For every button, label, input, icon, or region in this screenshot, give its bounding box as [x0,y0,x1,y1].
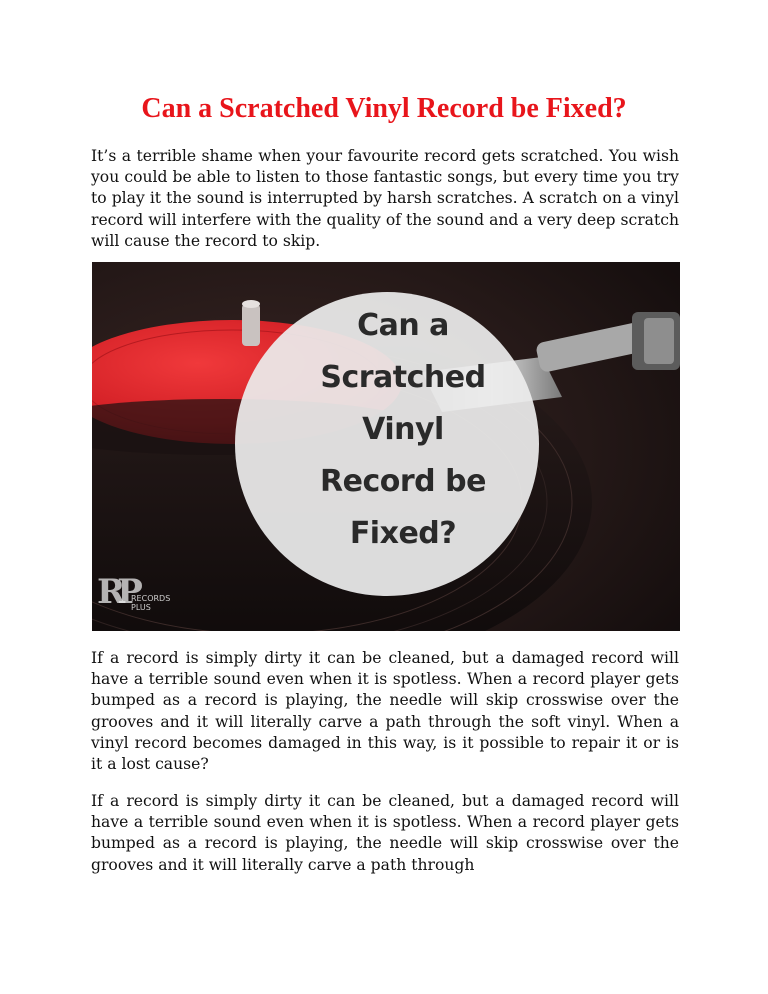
overlay-line: Record be [320,464,486,499]
logo-mark: RP [97,572,135,612]
logo-line: PLUS [131,603,151,612]
overlay-line: Fixed? [349,516,457,551]
hero-overlay-title [298,300,508,560]
overlay-line: Scratched [320,360,486,395]
paragraph-body: If a record is simply dirty it can be cleaned, but a damaged record will have a terrible sound even when it is spotless. When a record player gets bumped as a record is playing, the needle will skip crosswise over the grooves and it will literally carve a path through the soft vinyl. When a vinyl record becomes damaged in this way, is it possible to repair it or is it a lost cause? [91,649,679,774]
overlay-line: Vinyl [362,412,444,447]
paragraph-body: If a record is simply dirty it can be cleaned, but a damaged record will have a terrible sound even when it is spotless. When a record player gets bumped as a record is playing, the needle will skip crosswise over the grooves and it will literally carve a path through [91,792,679,874]
paragraph-intro: It’s a terrible shame when your favourite record gets scratched. You wish you could be able to listen to those fantastic songs, but every time you try to play it the sound is interrupted by harsh scratches. A scratch on a vinyl record will interfere with the quality of the sound and a very deep scratch will cause the record to skip. [91,147,679,250]
logo-text [131,594,170,612]
overlay-line: Can a [357,308,449,343]
document-title: Can a Scratched Vinyl Record be Fixed? [141,93,627,124]
records-plus-logo [97,572,217,622]
logo-line: RECORDS [131,594,171,603]
